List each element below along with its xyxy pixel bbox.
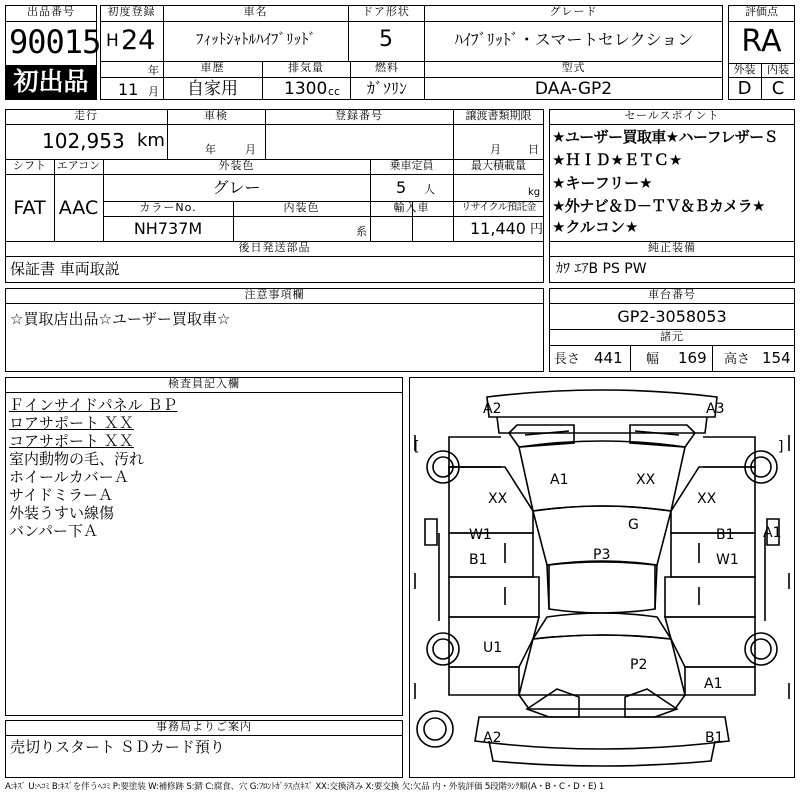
inspection-month-unit: 月 bbox=[245, 143, 256, 156]
history: 自家用 bbox=[187, 79, 238, 99]
displacement-label: 排気量 bbox=[288, 61, 324, 74]
first-reg-month-unit: 月 bbox=[148, 85, 159, 98]
chassis-number: GP2-3058053 bbox=[617, 307, 727, 326]
inspector-line: 外装うすい線傷 bbox=[9, 504, 115, 522]
first-listing-text: 初出品 bbox=[13, 67, 89, 96]
chassis-label: 車台番号 bbox=[648, 288, 696, 301]
capacity: 5 bbox=[396, 178, 407, 197]
damage-mark-p3-roof: P3 bbox=[593, 547, 611, 563]
shift-label: シフト bbox=[13, 159, 46, 172]
later-parts-label: 後日発送部品 bbox=[238, 241, 311, 254]
damage-mark-a1-right: A1 bbox=[763, 525, 782, 541]
sales-point-line: ★キーフリー★ bbox=[552, 174, 653, 192]
length: 441 bbox=[594, 349, 623, 367]
length-label: 長さ bbox=[554, 352, 581, 367]
damage-mark-a2-rear: A2 bbox=[483, 730, 502, 746]
width: 169 bbox=[678, 349, 707, 367]
damage-mark-w1-left: W1 bbox=[469, 527, 492, 543]
transfer-month-unit: 月 bbox=[490, 143, 501, 156]
damage-mark-w1-right: W1 bbox=[716, 552, 739, 568]
recycle-unit: 円 bbox=[530, 222, 544, 237]
inspector-label: 検査員記入欄 bbox=[168, 377, 240, 390]
car-diagram bbox=[409, 377, 795, 778]
inspector-line: ホイールカバーＡ bbox=[9, 468, 129, 486]
inspector-line: サイドミラーＡ bbox=[9, 486, 113, 504]
office-notice: 売切りスタート ＳＤカード預り bbox=[10, 738, 225, 756]
first-listing-badge bbox=[6, 65, 96, 99]
legend: A:ｷｽﾞ U:ﾍｺﾐ B:ｷｽﾞを伴うﾍｺﾐ P:要塗装 W:補修跡 S:錆 C:腐食、穴 G:ﾌﾛﾝﾄｶﾞﾗｽ点ｷｽﾞ XX:交換済み X:要交換 欠:欠品 内・外装評価 5段階ﾗﾝｸ順(A・B・C・D・E) 1 bbox=[5, 782, 605, 792]
inspector-line: コアサポート ＸＸ bbox=[9, 432, 134, 450]
shift: FAT bbox=[13, 197, 46, 219]
era: H bbox=[106, 31, 119, 51]
exterior-label: 外装 bbox=[733, 63, 756, 76]
int-color-unit: 系 bbox=[356, 225, 367, 238]
mileage: 102,953 bbox=[42, 129, 125, 153]
car-name-label: 車名 bbox=[243, 5, 268, 18]
notes-label: 注意事項欄 bbox=[244, 288, 305, 301]
sales-point-line: ★ユーザー買取車★ハーフレザーＳ bbox=[552, 128, 778, 146]
damage-mark-xx-left: XX bbox=[488, 491, 508, 507]
sales-point-line: ★外ナビ＆Ｄ－ＴＶ＆Ｂカメラ★ bbox=[552, 197, 765, 215]
color-no-label: カラーNo. bbox=[139, 201, 197, 214]
capacity-label: 乗車定員 bbox=[389, 159, 434, 172]
rating-label: 評価点 bbox=[745, 5, 778, 18]
fuel: ｶﾞｿﾘﾝ bbox=[366, 79, 407, 98]
door-label: ドア形状 bbox=[362, 5, 410, 18]
damage-mark-xx-right: XX bbox=[697, 491, 717, 507]
damage-mark-a1-hood: A1 bbox=[550, 472, 569, 488]
first-reg-label: 初度登録 bbox=[107, 5, 156, 18]
capacity-unit: 人 bbox=[424, 183, 435, 196]
ac-label: エアコン bbox=[56, 159, 101, 172]
width-label: 幅 bbox=[646, 352, 660, 367]
damage-mark-b1-left: B1 bbox=[469, 552, 488, 568]
damage-mark-p2-rear: P2 bbox=[630, 657, 648, 673]
later-parts: 保証書 車両取説 bbox=[10, 260, 120, 278]
inspector-line: Ｆインサイドパネル ＢＰ bbox=[9, 396, 178, 414]
first-reg-year-unit: 年 bbox=[148, 64, 159, 77]
inspection-label: 車検 bbox=[204, 109, 228, 122]
sales-point-line: ★ＨＩＤ★ＥＴＣ★ bbox=[552, 151, 683, 169]
damage-mark-a3-front: A3 bbox=[706, 401, 725, 417]
equipment-label: 純正装備 bbox=[648, 241, 696, 254]
transfer-day-unit: 日 bbox=[528, 143, 539, 156]
history-label: 車歴 bbox=[200, 61, 225, 74]
import-label: 輸入車 bbox=[393, 201, 430, 214]
model: DAA-GP2 bbox=[534, 79, 613, 99]
model-label: 型式 bbox=[561, 61, 586, 74]
rating: RA bbox=[741, 24, 782, 59]
ext-color: グレー bbox=[212, 178, 261, 197]
sales-point-line: ★クルコン★ bbox=[552, 218, 639, 236]
fuel-label: 燃料 bbox=[375, 61, 399, 74]
inspector-line: ロアサポート ＸＸ bbox=[9, 414, 134, 432]
dims-label: 諸元 bbox=[660, 330, 684, 343]
office-label: 事務局よりご案内 bbox=[156, 720, 252, 733]
mileage-unit: km bbox=[137, 130, 165, 151]
transfer-label: 譲渡書類期限 bbox=[465, 109, 532, 122]
damage-mark-bracket: ] bbox=[778, 439, 784, 455]
recycle: 11,440 bbox=[470, 219, 526, 238]
damage-mark-a2-front: A2 bbox=[483, 401, 502, 417]
displacement-unit: cc bbox=[328, 85, 341, 98]
lot-number: 90015 bbox=[9, 23, 101, 61]
damage-mark-g-windshield: G bbox=[628, 517, 639, 533]
first-reg-month: 11 bbox=[118, 80, 139, 99]
damage-mark-u1-left: U1 bbox=[483, 640, 503, 656]
inspector-line: バンパー下Ａ bbox=[9, 522, 98, 540]
damage-mark-a1-rear-right: A1 bbox=[704, 676, 723, 692]
max-load-label: 最大積載量 bbox=[471, 159, 526, 172]
height-label: 高さ bbox=[724, 352, 751, 367]
grade: ﾊｲﾌﾞﾘｯﾄﾞ・スマートセレクション bbox=[454, 30, 694, 49]
inspection-year-unit: 年 bbox=[205, 143, 216, 156]
recycle-label: リサイクル預託金 bbox=[461, 202, 536, 213]
inspector-line: 室内動物の毛、汚れ bbox=[9, 450, 145, 468]
first-reg-year: 24 bbox=[121, 25, 156, 56]
damage-mark-b1-rear: B1 bbox=[705, 730, 724, 746]
reg-no-label: 登録番号 bbox=[335, 109, 383, 122]
exterior-grade: D bbox=[737, 78, 752, 99]
equipment: ｶﾜ ｴｱB PS PW bbox=[556, 261, 647, 277]
interior-grade: C bbox=[771, 78, 785, 99]
ext-color-label: 外装色 bbox=[218, 159, 255, 172]
mileage-label: 走行 bbox=[74, 109, 98, 122]
ac: AAC bbox=[58, 197, 99, 219]
int-color-label: 内装色 bbox=[283, 201, 320, 214]
damage-mark-bracket: [ bbox=[414, 439, 420, 455]
interior-label: 内装 bbox=[767, 63, 789, 76]
car-name: ﾌｨｯﾄｼｬﾄﾙﾊｲﾌﾞﾘｯﾄﾞ bbox=[195, 30, 316, 48]
displacement: 1300 bbox=[284, 79, 328, 99]
color-no: NH737M bbox=[133, 219, 203, 238]
notes: ☆買取店出品☆ユーザー買取車☆ bbox=[10, 310, 231, 328]
height: 154 bbox=[762, 349, 791, 367]
doors: 5 bbox=[379, 27, 393, 52]
grade-label: グレード bbox=[549, 5, 598, 18]
sales-points-label: セールスポイント bbox=[624, 109, 720, 122]
damage-mark-xx-hood: XX bbox=[636, 472, 656, 488]
lot-number-label: 出品番号 bbox=[27, 5, 75, 18]
max-load-unit: kg bbox=[528, 187, 541, 198]
damage-mark-b1-right: B1 bbox=[716, 527, 735, 543]
